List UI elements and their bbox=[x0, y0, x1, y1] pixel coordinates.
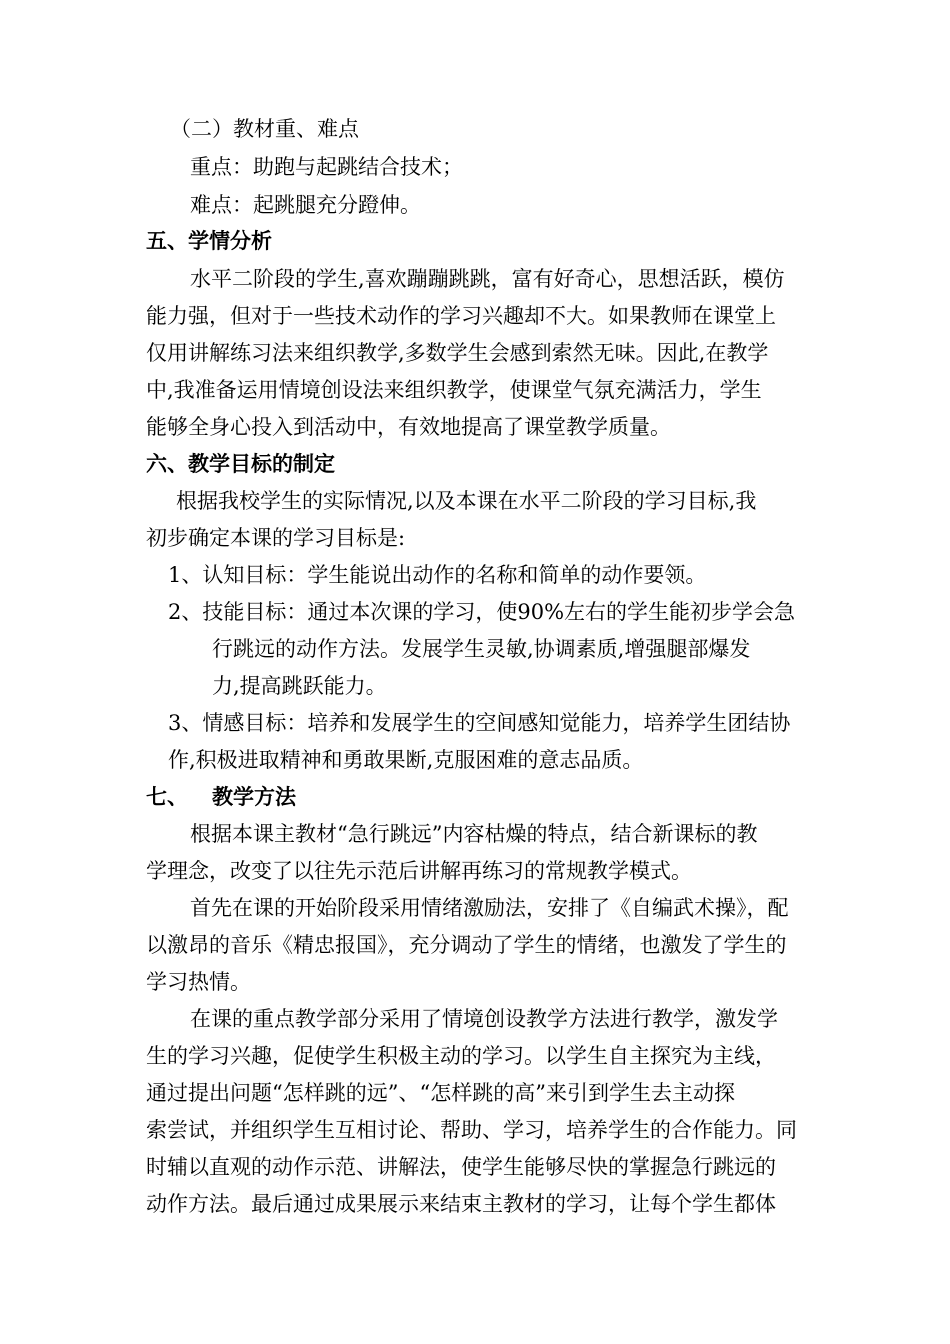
difficult-point-text: 难点：起跳腿充分蹬伸。 bbox=[190, 193, 421, 217]
paragraph-line: 中,我准备运用情境创设法来组织教学，使课堂气氛充满活力，学生 bbox=[146, 378, 762, 402]
subsection-heading: （二）教材重、难点 bbox=[170, 117, 359, 141]
paragraph-line: 时辅以直观的动作示范、讲解法，使学生能够尽快的掌握急行跳远的 bbox=[146, 1155, 776, 1179]
paragraph-line: 能力强，但对于一些技术动作的学习兴趣却不大。如果教师在课堂上 bbox=[146, 304, 776, 328]
section-heading-teaching-goals: 六、教学目标的制定 bbox=[146, 452, 335, 476]
paragraph-line: 仅用讲解练习法来组织教学,多数学生会感到索然无味。因此,在教学 bbox=[146, 341, 769, 365]
section-heading-teaching-methods: 教学方法 bbox=[212, 785, 296, 809]
paragraph-line: 索尝试，并组织学生互相讨论、帮助、学习，培养学生的合作能力。同 bbox=[146, 1118, 797, 1142]
paragraph-line: 水平二阶段的学生,喜欢蹦蹦跳跳，富有好奇心，思想活跃，模仿 bbox=[190, 267, 785, 291]
goal-affective-line: 作,积极进取精神和勇敢果断,克服困难的意志品质。 bbox=[168, 748, 644, 772]
goal-cognitive: 1、认知目标：学生能说出动作的名称和简单的动作要领。 bbox=[168, 563, 707, 587]
goal-skill-line: 2、技能目标：通过本次课的学习，使90%左右的学生能初步学会急 bbox=[168, 600, 796, 624]
paragraph-line: 根据我校学生的实际情况,以及本课在水平二阶段的学习目标,我 bbox=[176, 489, 757, 513]
section-number: 七、 bbox=[146, 785, 188, 809]
section-heading-student-analysis: 五、学情分析 bbox=[146, 229, 272, 253]
paragraph-line: 通过提出问题“怎样跳的远”、“怎样跳的高”来引到学生去主动探 bbox=[146, 1081, 735, 1105]
goal-affective-line: 3、情感目标：培养和发展学生的空间感知觉能力，培养学生团结协 bbox=[168, 711, 791, 735]
paragraph-line: 动作方法。最后通过成果展示来结束主教材的学习，让每个学生都体 bbox=[146, 1192, 776, 1216]
paragraph-line: 生的学习兴趣，促使学生积极主动的学习。以学生自主探究为主线， bbox=[146, 1044, 776, 1068]
paragraph-line: 根据本课主教材“急行跳远”内容枯燥的特点，结合新课标的教 bbox=[190, 822, 758, 846]
paragraph-line: 首先在课的开始阶段采用情绪激励法，安排了《自编武术操》，配 bbox=[190, 896, 789, 920]
goal-skill-line: 行跳远的动作方法。发展学生灵敏,协调素质,增强腿部爆发 bbox=[212, 637, 751, 661]
paragraph-line: 学理念，改变了以往先示范后讲解再练习的常规教学模式。 bbox=[146, 859, 692, 883]
key-point-text: 重点：助跑与起跳结合技术； bbox=[190, 155, 463, 179]
paragraph-line: 在课的重点教学部分采用了情境创设教学方法进行教学，激发学 bbox=[190, 1007, 778, 1031]
paragraph-line: 以激昂的音乐《精忠报国》，充分调动了学生的情绪，也激发了学生的 bbox=[146, 933, 787, 957]
paragraph-line: 学习热情。 bbox=[146, 970, 251, 994]
goal-skill-line: 力,提高跳跃能力。 bbox=[212, 674, 387, 698]
paragraph-line: 能够全身心投入到活动中，有效地提高了课堂教学质量。 bbox=[146, 415, 671, 439]
paragraph-line: 初步确定本课的学习目标是: bbox=[146, 526, 406, 550]
